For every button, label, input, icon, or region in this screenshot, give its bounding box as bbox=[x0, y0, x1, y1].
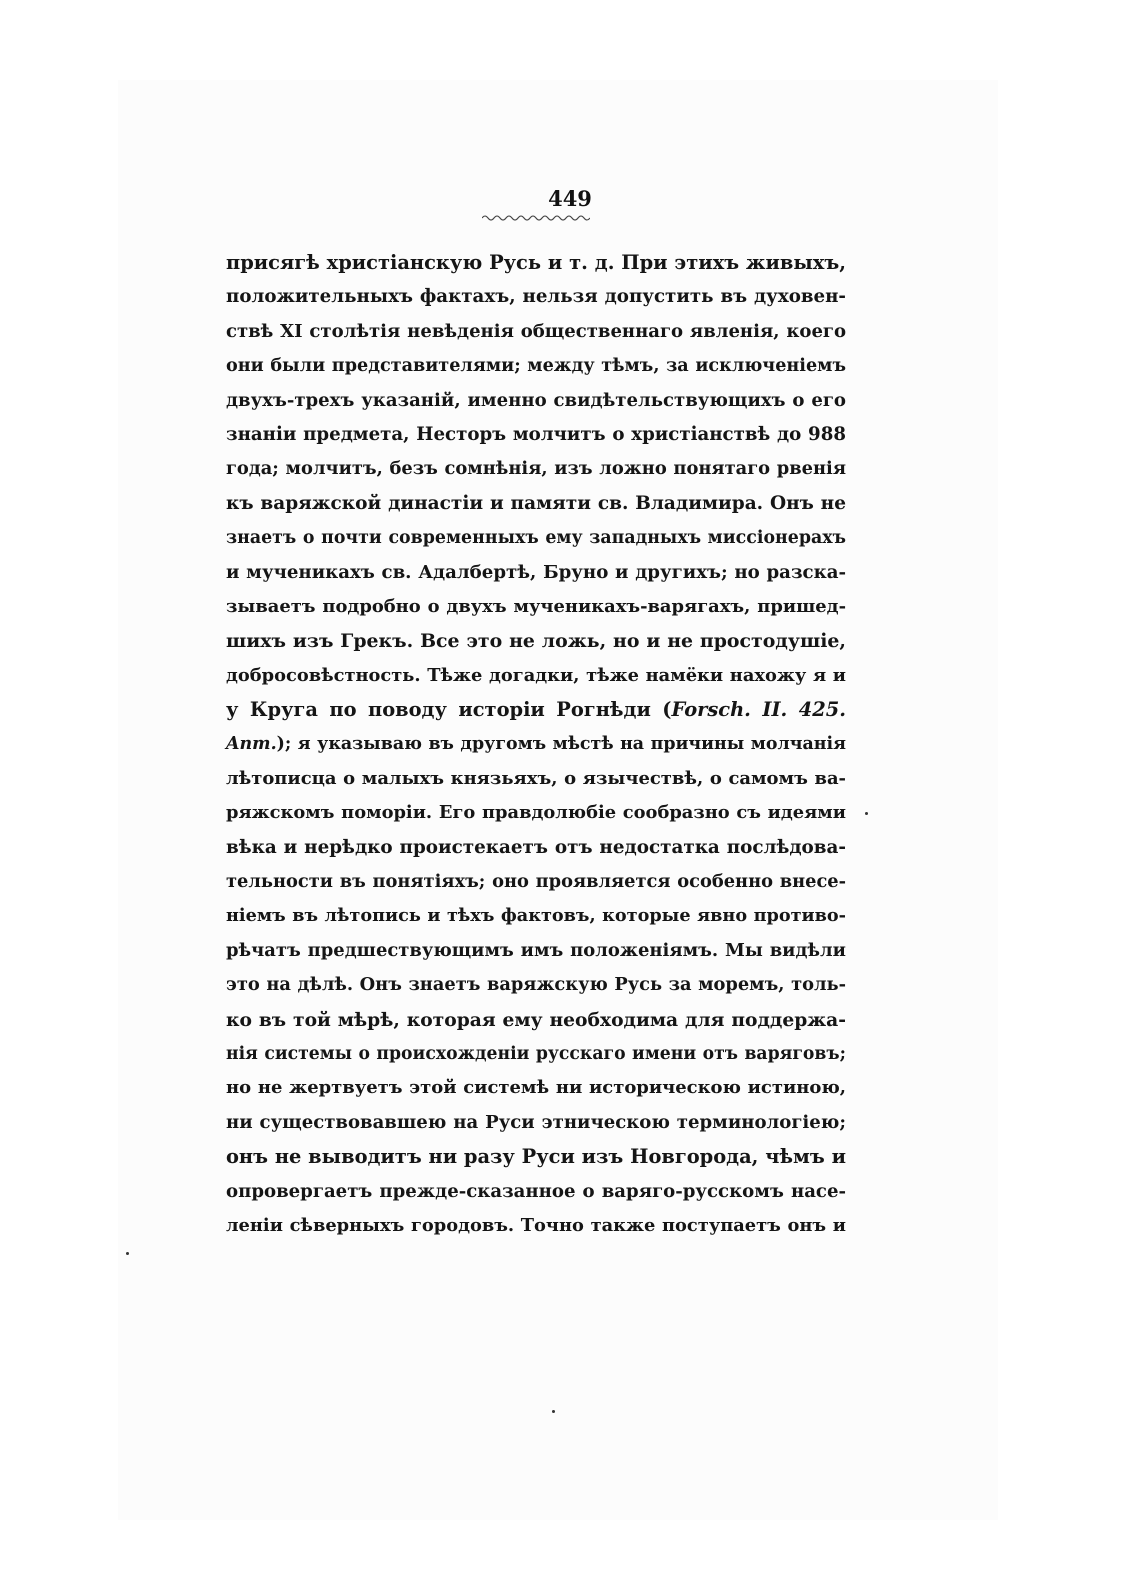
page-number-wavy-rule bbox=[482, 214, 590, 222]
text-line: присягѣ христіанскую Русь и т. д. При этихъ живыхъ, bbox=[226, 251, 846, 274]
scan-speck bbox=[865, 812, 868, 815]
text-line: ко въ той мѣрѣ, которая ему необходима для поддержа- bbox=[226, 1008, 846, 1031]
citation-italic: Forsch. II. 425. bbox=[671, 698, 846, 722]
text-line: онъ не выводитъ ни разу Руси изъ Новгорода, чѣмъ и bbox=[226, 1145, 846, 1169]
text-line: они были представителями; между тѣмъ, за исключеніемъ bbox=[226, 355, 846, 377]
text-line-with-citation bbox=[226, 693, 846, 727]
text-line: знаетъ о почти современныхъ ему западныхъ миссіонерахъ bbox=[226, 528, 846, 549]
text-line: тельности въ понятіяхъ; оно проявляется особенно внесе- bbox=[226, 871, 846, 893]
text-line: рѣчатъ предшествующимъ имъ положеніямъ. Мы видѣли bbox=[226, 939, 846, 961]
scan-speck bbox=[552, 1410, 555, 1413]
citation-lead-text: у Круга по поводу исторіи Рогнѣди ( bbox=[226, 698, 672, 722]
text-line: нія системы о происхожденіи русскаго имени отъ варяговъ; bbox=[226, 1043, 846, 1064]
text-line: леніи сѣверныхъ городовъ. Точно также поступаетъ онъ и bbox=[226, 1214, 846, 1236]
citation-trail-text: ); я указываю въ другомъ мѣстѣ на причины молчанія bbox=[276, 734, 846, 755]
text-line: но не жертвуетъ этой системѣ ни историческою истиною, bbox=[226, 1077, 846, 1099]
text-line: лѣтописца о малыхъ князьяхъ, о язычествѣ, о самомъ ва- bbox=[226, 767, 846, 789]
text-line: знаніи предмета, Несторъ молчитъ о христіанствѣ до 988 bbox=[226, 423, 846, 445]
text-line: года; молчитъ, безъ сомнѣнія, изъ ложно понятаго рвенія bbox=[226, 458, 846, 480]
text-line: добросовѣстность. Тѣже догадки, тѣже намёки нахожу я и bbox=[226, 664, 846, 686]
text-line-with-citation bbox=[226, 727, 846, 761]
text-line: ніемъ въ лѣтопись и тѣхъ фактовъ, которые явно противо- bbox=[226, 905, 846, 927]
text-line: ряжскомъ поморіи. Его правдолюбіе сообразно съ идеями bbox=[226, 802, 846, 824]
text-line: шихъ изъ Грекъ. Все это не ложь, но и не простодушіе, bbox=[226, 630, 846, 653]
page-number: 449 bbox=[548, 186, 592, 211]
citation-italic: Anm. bbox=[226, 734, 277, 755]
text-line: положительныхъ фактахъ, нельзя допустить въ духовен- bbox=[226, 286, 846, 308]
text-line: зываетъ подробно о двухъ мученикахъ-варягахъ, пришед- bbox=[226, 595, 846, 617]
text-line: это на дѣлѣ. Онъ знаетъ варяжскую Русь за моремъ, толь- bbox=[226, 974, 846, 996]
text-line: ни существовавшею на Руси этническою терминологіею; bbox=[226, 1111, 846, 1133]
text-line: къ варяжской династіи и памяти св. Владимира. Онъ не bbox=[226, 492, 846, 514]
text-line: вѣка и нерѣдко проистекаетъ отъ недостатка послѣдова- bbox=[226, 836, 846, 858]
text-line: ствѣ XI столѣтія невѣденія общественнаго явленія, коего bbox=[226, 320, 846, 342]
text-line: двухъ-трехъ указаній, именно свидѣтельствующихъ о его bbox=[226, 389, 846, 411]
text-line: и мученикахъ св. Адалбертѣ, Бруно и другихъ; но разска- bbox=[226, 561, 846, 583]
body-text bbox=[226, 246, 846, 1243]
text-line: опровергаетъ прежде-сказанное о варяго-русскомъ насе- bbox=[226, 1180, 846, 1202]
scan-speck bbox=[126, 1252, 129, 1255]
